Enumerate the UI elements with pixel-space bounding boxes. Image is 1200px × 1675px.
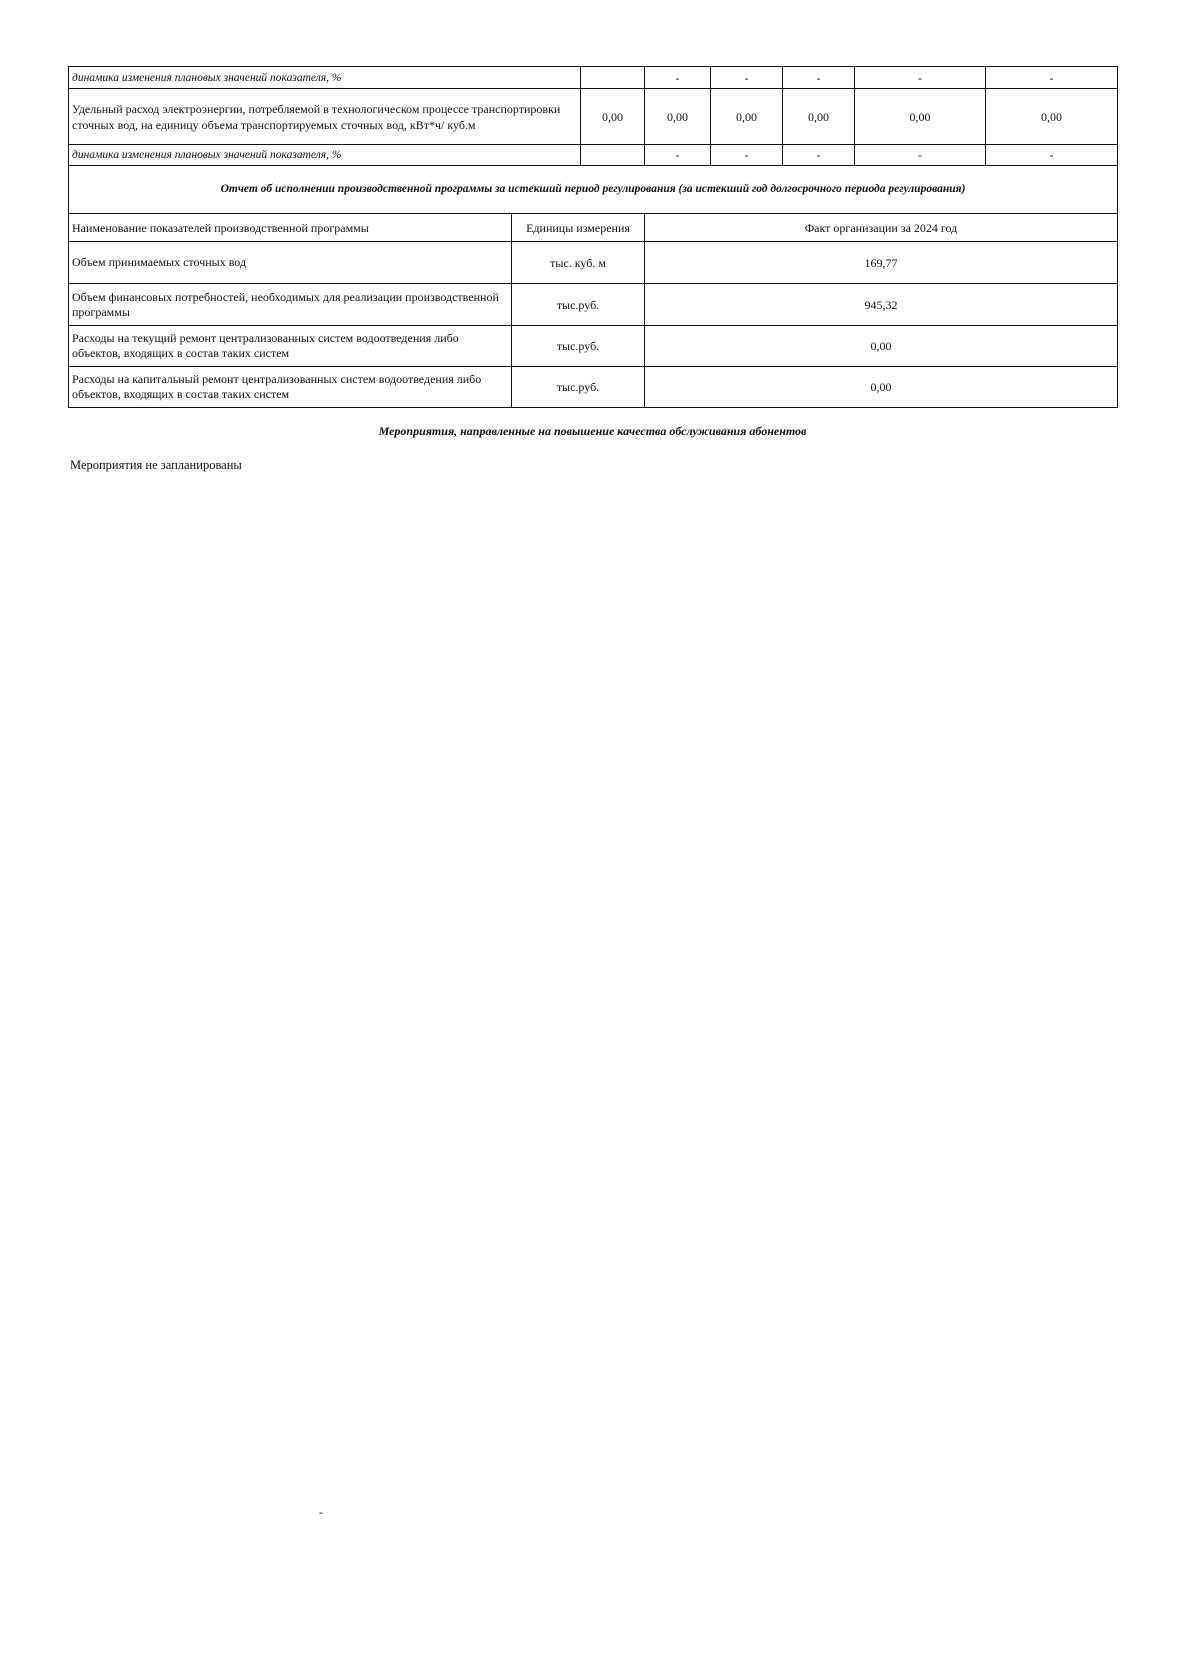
indicator-unit: тыс.руб.: [512, 326, 645, 367]
report-header-row: [69, 214, 1118, 242]
dynamics-cell: -: [783, 67, 855, 89]
table-row: [69, 284, 1118, 326]
energy-row: [69, 89, 1118, 145]
header-indicator-name: Наименование показателей производственной программы: [69, 214, 512, 242]
dynamics-cell: [581, 145, 645, 166]
indicator-unit: тыс. куб. м: [512, 242, 645, 284]
energy-label: Удельный расход электроэнергии, потребляемой в технологическом процессе транспортировки сточных вод, на единицу объема транспортируемых сточных вод, кВт*ч/ куб.м: [69, 89, 581, 145]
dynamics-cell: [581, 67, 645, 89]
dynamics-cell: -: [711, 67, 783, 89]
dynamics-cell: -: [711, 145, 783, 166]
energy-value: 0,00: [986, 89, 1118, 145]
dynamics-row-1: [69, 67, 1118, 89]
energy-value: 0,00: [855, 89, 986, 145]
header-fact: Факт организации за 2024 год: [645, 214, 1118, 242]
stray-mark: -: [319, 1505, 323, 1519]
energy-value: 0,00: [645, 89, 711, 145]
indicator-value: 169,77: [645, 242, 1118, 284]
report-caption-row: [69, 166, 1118, 213]
dynamics-cell: -: [645, 67, 711, 89]
dynamics-cell: -: [855, 145, 986, 166]
indicator-name: Расходы на текущий ремонт централизованных систем водоотведения либо объектов, входящих в состав таких систем: [69, 326, 512, 367]
indicator-name: Расходы на капитальный ремонт централизованных систем водоотведения либо объектов, входящих в состав таких систем: [69, 367, 512, 408]
dynamics-row-2: [69, 145, 1118, 166]
dynamics-cell: -: [855, 67, 986, 89]
indicator-name: Объем принимаемых сточных вод: [69, 242, 512, 284]
measures-note: Мероприятия не запланированы: [70, 458, 242, 472]
dynamics-label-1: динамика изменения плановых значений показателя, %: [69, 67, 581, 89]
table-row: [69, 326, 1118, 367]
energy-value: 0,00: [783, 89, 855, 145]
dynamics-cell: -: [783, 145, 855, 166]
report-caption: Отчет об исполнении производственной программы за истекший период регулирования (за истекший год долгосрочного периода регулирования): [69, 166, 1118, 213]
indicator-value: 0,00: [645, 326, 1118, 367]
production-report-table: [68, 213, 1118, 408]
header-unit: Единицы измерения: [512, 214, 645, 242]
table-row: [69, 242, 1118, 284]
indicator-value: 0,00: [645, 367, 1118, 408]
energy-value: 0,00: [711, 89, 783, 145]
dynamics-cell: -: [986, 145, 1118, 166]
energy-value: 0,00: [581, 89, 645, 145]
dynamics-cell: -: [986, 67, 1118, 89]
dynamics-label-2: динамика изменения плановых значений показателя, %: [69, 145, 581, 166]
indicator-unit: тыс.руб.: [512, 367, 645, 408]
indicator-value: 945,32: [645, 284, 1118, 326]
indicator-name: Объем финансовых потребностей, необходимых для реализации производственной программы: [69, 284, 512, 326]
indicator-unit: тыс.руб.: [512, 284, 645, 326]
section-title: Мероприятия, направленные на повышение качества обслуживания абонентов: [378, 424, 807, 438]
indicators-table: [68, 66, 1118, 213]
table-row: [69, 367, 1118, 408]
dynamics-cell: -: [645, 145, 711, 166]
